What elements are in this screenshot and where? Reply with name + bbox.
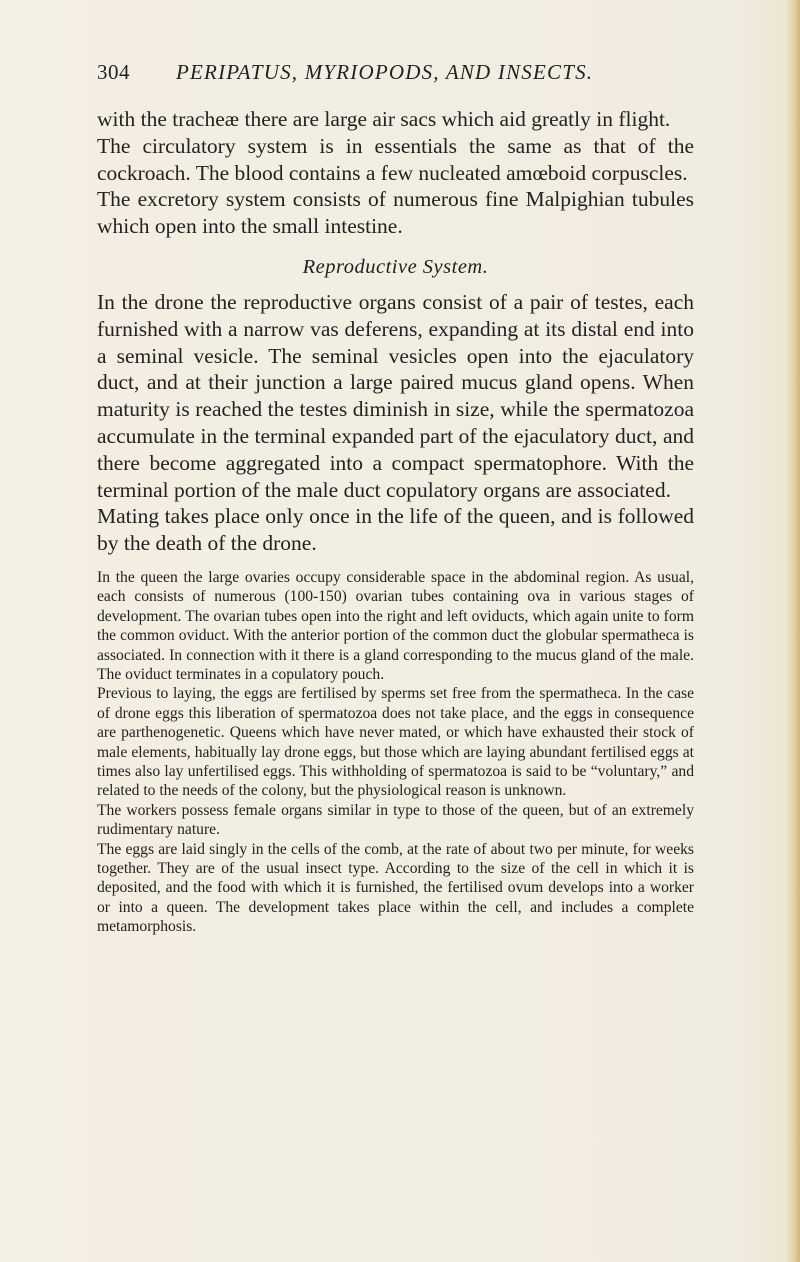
- paragraph-workers: The workers possess female organs similar in type to those of the queen, but of an extremely rudimentary nature.: [97, 801, 694, 839]
- paragraph-circulatory: The circulatory system is in essentials the same as that of the cockroach. The blood contains a few nucleated amœboid corpuscles.: [97, 133, 694, 185]
- paragraph-queen-ovaries: In the queen the large ovaries occupy considerable space in the abdominal region. As usual, each consists of numerous (100-150) ovarian tubes containing ova in various stages of development. The ovarian tubes open into the right and left oviducts, which again unite to form the common oviduct. With the anterior portion of the common duct the globular spermatheca is associated. In connection with it there is a gland corresponding to the mucus gland of the male. The oviduct terminates in a copulatory pouch.: [97, 568, 694, 683]
- section-heading: Reproductive System.: [302, 255, 489, 278]
- paragraph-fertilisation: Previous to laying, the eggs are fertilised by sperms set free from the spermatheca. In the case of drone eggs this liberation of spermatozoa does not take place, and the eggs in consequence are parthenogenetic. Queens which have never mated, or which have exhausted their stock of male elements, habitually lay drone eggs, but those which are laying abundant fertilised eggs at times also lay unfertilised eggs. This withholding of spermatozoa is said to be “voluntary,” and related to the needs of the colony, but the physiological reason is unknown.: [97, 685, 694, 800]
- large-type-section: [97, 106, 694, 557]
- paragraph-tracheae: with the tracheæ there are large air sacs which aid greatly in flight.: [97, 107, 671, 131]
- paragraph-excretory: The excretory system consists of numerous fine Malpighian tubules which open into the small intestine.: [97, 187, 694, 239]
- page-header: [97, 60, 697, 92]
- paragraph-drone-organs: In the drone the reproductive organs consist of a pair of testes, each furnished with a narrow vas deferens, expanding at its distal end into a seminal vesicle. The seminal vesicles open into the ejaculatory duct, and at their junction a large paired mucus gland opens. When maturity is reached the testes diminish in size, while the spermatozoa accumulate in the terminal expanded part of the ejaculatory duct, and there become aggregated into a compact spermatophore. With the terminal portion of the male duct copulatory organs are associated.: [97, 289, 694, 502]
- paragraph-mating: Mating takes place only once in the life of the queen, and is followed by the death of the drone.: [97, 504, 694, 556]
- small-type-section: [97, 568, 694, 937]
- body-text: [97, 106, 694, 937]
- page-edge-shading: [786, 0, 800, 1262]
- page-number: 304: [97, 60, 130, 84]
- running-head: PERIPATUS, MYRIOPODS, AND INSECTS.: [176, 60, 594, 84]
- paragraph-eggs: The eggs are laid singly in the cells of the comb, at the rate of about two per minute, for weeks together. They are of the usual insect type. According to the size of the cell in which it is deposited, and the food with which it is furnished, the fertilised ovum develops into a worker or into a queen. The development takes place within the cell, and includes a complete metamorphosis.: [97, 840, 694, 936]
